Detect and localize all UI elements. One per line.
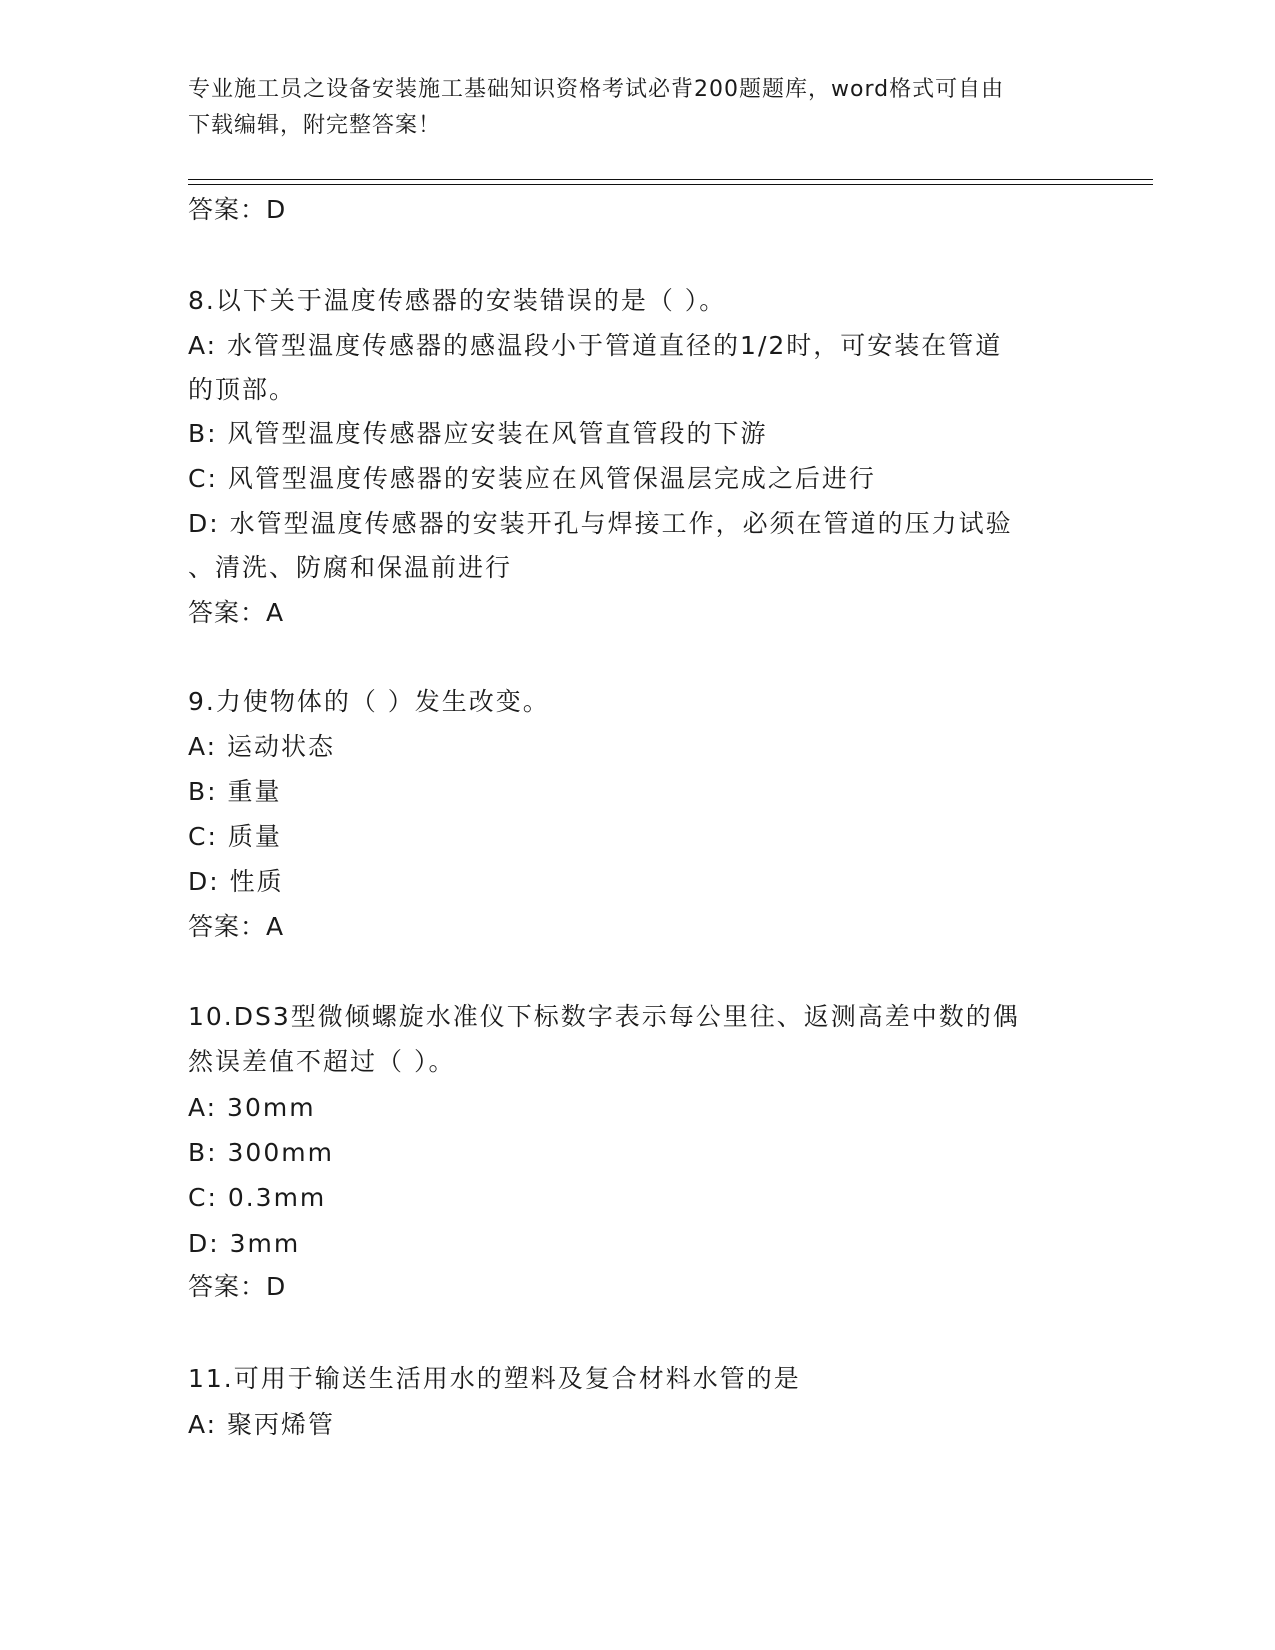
question-10-option-c: C: 0.3mm [188,1183,327,1212]
question-9-option-b: B: 重量 [188,777,282,806]
question-9-option-a: A: 运动状态 [188,732,336,761]
question-8-option-c: C: 风管型温度传感器的安装应在风管保温层完成之后进行 [188,464,876,493]
question-8-option-d-line1: D: 水管型温度传感器的安装开孔与焊接工作，必须在管道的压力试验 [188,509,1013,538]
question-9-option-c: C: 质量 [188,822,282,851]
question-9-stem: 9.力使物体的（ ）发生改变。 [188,687,550,716]
question-8-option-d-line2: 、清洗、防腐和保温前进行 [188,553,513,582]
question-10-answer: 答案：D [188,1272,287,1301]
header-line-2: 下载编辑，附完整答案！ [188,113,442,138]
question-11-stem: 11.可用于输送生活用水的塑料及复合材料水管的是 [188,1364,801,1393]
question-9-option-d: D: 性质 [188,867,284,896]
header-line-1: 专业施工员之设备安装施工基础知识资格考试必背200题题库，word格式可自由 [188,77,1005,102]
question-10-option-a: A: 30mm [188,1093,316,1122]
question-10-option-d: D: 3mm [188,1229,301,1258]
question-9-answer: 答案：A [188,912,285,941]
question-8-stem: 8.以下关于温度传感器的安装错误的是（ ）。 [188,286,727,315]
question-8-option-a-line1: A: 水管型温度传感器的感温段小于管道直径的1/2时，可安装在管道 [188,331,1003,360]
question-10-option-b: B: 300mm [188,1138,334,1167]
question-11-option-a: A: 聚丙烯管 [188,1410,336,1439]
answer-previous: 答案：D [188,195,287,224]
question-10-stem-line2: 然误差值不超过（ ）。 [188,1047,456,1076]
question-10-stem-line1: 10.DS3型微倾螺旋水准仪下标数字表示每公里往、返测高差中数的偶 [188,1002,1020,1031]
question-8-option-a-line2: 的顶部。 [188,375,297,404]
header-divider-top [188,179,1153,180]
question-8-answer: 答案：A [188,598,285,627]
question-8-option-b: B: 风管型温度传感器应安装在风管直管段的下游 [188,419,768,448]
header-divider-bottom [188,184,1153,185]
document-header [188,72,1068,144]
